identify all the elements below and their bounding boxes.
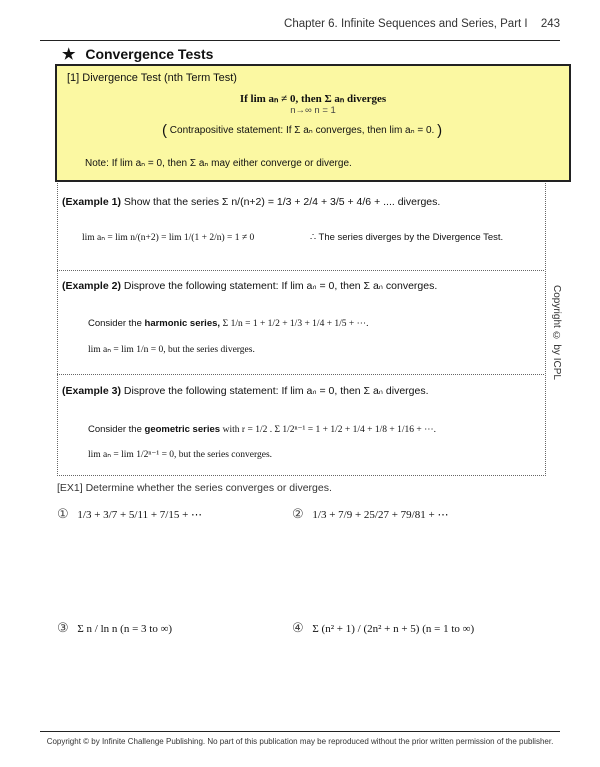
problem-1: ① 1/3 + 3/7 + 5/11 + 7/15 + ⋯ xyxy=(57,506,203,521)
page-header xyxy=(40,18,560,41)
side-copyright: Copyright © by ICPL xyxy=(551,285,562,380)
example-3: (Example 3) Disprove the following statement: If lim aₙ = 0, then Σ aₙ diverges. xyxy=(62,385,429,397)
example-3-line1: Consider the geometric series with r = 1/2 . Σ 1/2ⁿ⁻¹ = 1 + 1/2 + 1/4 + 1/8 + 1/16 + ⋯. xyxy=(88,424,436,435)
example-2: (Example 2) Disprove the following statement: If lim aₙ = 0, then Σ aₙ converges. xyxy=(62,280,438,292)
contrapositive-statement: ( Contrapositive statement: If Σ aₙ converges, then lim aₙ = 0. ) xyxy=(162,122,443,139)
chapter-title: Chapter 6. Infinite Sequences and Series, Part I xyxy=(284,18,528,30)
page-footer: Copyright © by Infinite Challenge Publishing. No part of this publication may be reproduced without the prior written permission of the publisher. xyxy=(40,731,560,746)
box-statement: If lim aₙ ≠ 0, then Σ aₙ diverges n→∞ n = 1 xyxy=(57,92,569,116)
example-2-line2: lim aₙ = lim 1/n = 0, but the series diverges. xyxy=(88,345,255,355)
separator-1 xyxy=(57,270,544,271)
example-1-work: lim aₙ = lim n/(n+2) = lim 1/(1 + 2/n) = 1 ≠ 0 xyxy=(82,233,255,243)
example-1: (Example 1) Show that the series Σ n/(n+2) = 1/3 + 2/4 + 3/5 + 4/6 + .... diverges. xyxy=(62,196,441,208)
section-title xyxy=(62,45,213,63)
note: Note: If lim aₙ = 0, then Σ aₙ may either converge or diverge. xyxy=(85,158,352,169)
star-icon: ★ xyxy=(62,46,76,63)
problem-2: ② 1/3 + 7/9 + 25/27 + 79/81 + ⋯ xyxy=(292,506,449,521)
problem-3: ③ Σ n / ln n (n = 3 to ∞) xyxy=(57,620,173,635)
example-3-line2: lim aₙ = lim 1/2ⁿ⁻¹ = 0, but the series converges. xyxy=(88,450,273,460)
example-2-line1: Consider the harmonic series, Σ 1/n = 1 + 1/2 + 1/3 + 1/4 + 1/5 + ⋯. xyxy=(88,318,369,329)
problem-4: ④ Σ (n² + 1) / (2n² + n + 5) (n = 1 to ∞) xyxy=(292,620,475,635)
separator-2 xyxy=(57,374,544,375)
example-1-conclusion: ∴ The series diverges by the Divergence Test. xyxy=(310,232,504,243)
box-statement-sub: n→∞ n = 1 xyxy=(290,105,336,116)
box-heading: [1] Divergence Test (nth Term Test) xyxy=(67,72,237,84)
divergence-test-box xyxy=(55,64,571,182)
exercise-title: [EX1] Determine whether the series converges or diverges. xyxy=(57,482,332,494)
page-number: 243 xyxy=(540,18,560,30)
section-title-text: Convergence Tests xyxy=(85,46,214,62)
